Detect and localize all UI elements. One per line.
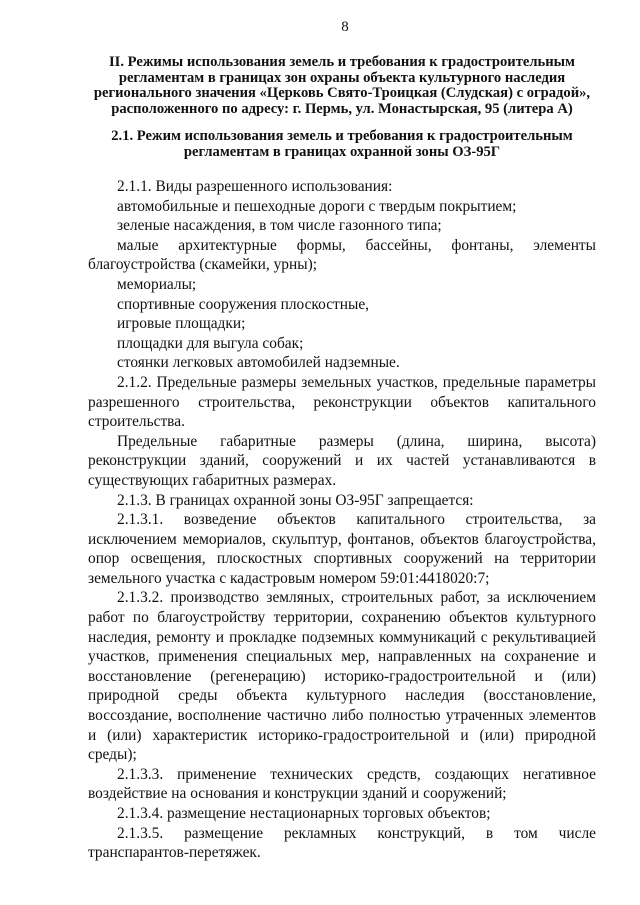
paragraph: площадки для выгула собак; (117, 334, 304, 352)
paragraph: 2.1.3. В границах охранной зоны ОЗ-95Г запрещается: (117, 491, 474, 509)
paragraph: спортивные сооружения плоскостные, (117, 295, 370, 313)
paragraph: Предельные габаритные размеры (длина, ширина, высота) реконструкции зданий, сооружений и их частей устанавливаются в существующих габаритных размерах. (88, 432, 596, 489)
paragraph: малые архитектурные формы, бассейны, фонтаны, элементы благоустройства (скамейки, урны); (88, 236, 596, 274)
document-body (88, 177, 596, 863)
paragraph: 2.1.3.2. производство земляных, строительных работ, за исключением работ по благоустройству территории, сохранению объектов культурного наследия, ремонту и прокладке подземных коммуникаций с рекультивацией участков, применения специальных мер, направленных на сохранение и восстановление (регенерацию) историко-градостроительной и (или) природной среды объекта культурного наследия (восстановление, воссоздание, восполнение частично либо полностью утраченных элементов и (или) характеристик историко-градостроительной и (или) природной среды); (88, 589, 596, 764)
paragraph: 2.1.3.3. применение технических средств, создающих негативное воздействие на основания и конструкции зданий и сооружений; (88, 765, 596, 803)
paragraph: автомобильные и пешеходные дороги с твердым покрытием; (117, 197, 517, 215)
paragraph: 2.1.2. Предельные размеры земельных участков, предельные параметры разрешенного строительства, реконструкции объектов капитального строительства. (88, 373, 596, 431)
paragraph: игровые площадки; (117, 315, 246, 333)
paragraph: стоянки легковых автомобилей надземные. (117, 354, 400, 372)
subsection-heading: 2.1. Режим использования земель и требования к градостроительным регламентам в границах охранной зоны ОЗ-95Г (111, 128, 573, 160)
paragraph: 2.1.3.4. размещение нестационарных торговых объектов; (117, 805, 491, 822)
paragraph: 2.1.3.1. возведение объектов капитального строительства, за исключением мемориалов, скульптур, фонтанов, объектов благоустройства, опор освещения, плоскостных спортивных сооружений на территории земельного участка с кадастровым номером 59:01:4418020:7; (88, 511, 596, 587)
paragraph: 2.1.1. Виды разрешенного использования: (117, 178, 393, 195)
page-number: 8 (341, 19, 349, 35)
paragraph: зеленые насаждения, в том числе газонного типа; (117, 217, 442, 235)
paragraph: мемориалы; (117, 275, 197, 293)
paragraph: 2.1.3.5. размещение рекламных конструкций, в том числе транспарантов-перетяжек. (88, 824, 596, 862)
section-heading: II. Режимы использования земель и требования к градостроительным регламентам в границах зон охраны объекта культурного наследия регионального значения «Церковь Свято-Троицкая (Слудская) с оградой», расположенного по адресу: г. Пермь, ул. Монастырская, 95 (литера А) (93, 54, 591, 117)
